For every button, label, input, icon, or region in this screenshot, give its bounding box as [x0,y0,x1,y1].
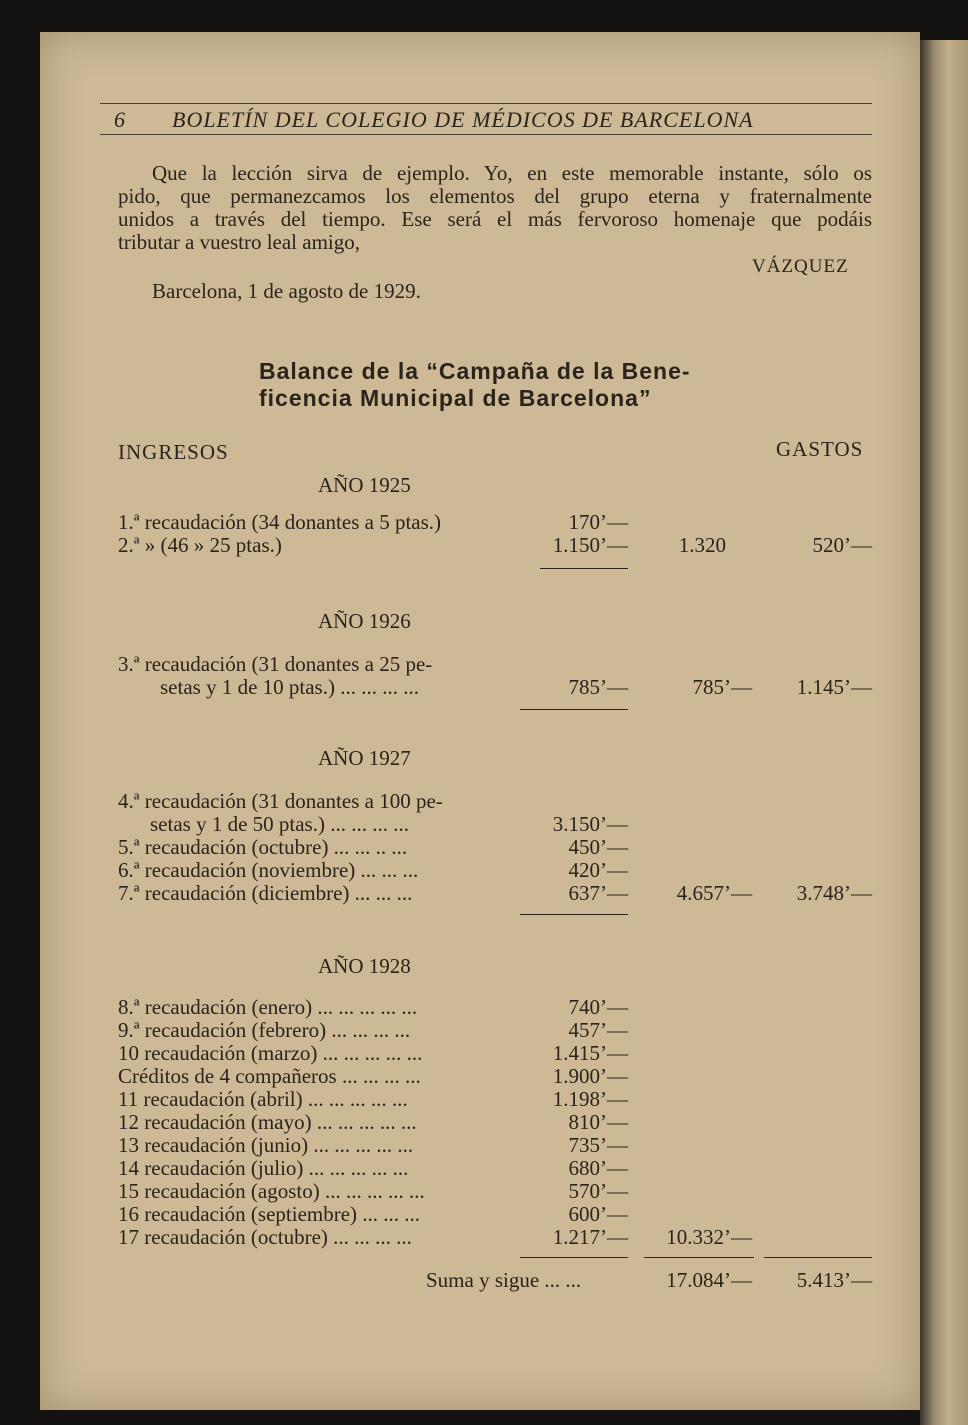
sum-rule [540,568,628,569]
row-amount: 600’— [568,1202,628,1226]
row-label: 6.ª recaudación (noviembre) ... ... ... [118,858,419,882]
row-gastos: 520’— [812,533,872,557]
letter-line: Que la lección sirva de ejemplo. Yo, en este memorable instante, sólo os [152,161,872,185]
row-label: setas y 1 de 10 ptas.) ... ... ... ... [160,675,419,699]
row-amount: 570’— [568,1179,628,1203]
row-amount: 1.217’— [552,1225,628,1249]
row-label: Créditos de 4 compañeros ... ... ... ... [118,1064,421,1088]
row-amount: 680’— [568,1156,628,1180]
total-label: Suma y sigue ... ... [426,1268,582,1292]
letter-line: tributar a vuestro leal amigo, [118,230,361,254]
row-label: 16 recaudación (septiembre) ... ... ... [118,1202,421,1226]
row-amount: 785’— [568,675,628,699]
row-amount: 637’— [568,881,628,905]
row-label: 3.ª recaudación (31 donantes a 25 pe- [118,652,433,676]
row-label: 7.ª recaudación (diciembre) ... ... ... [118,881,413,905]
row-amount: 810’— [568,1110,628,1134]
ingresos-label: INGRESOS [118,440,229,464]
row-label: 5.ª recaudación (octubre) ... ... .. ... [118,835,408,859]
row-label: 12 recaudación (mayo) ... ... ... ... ... [118,1110,417,1134]
total-ingresos: 17.084’— [666,1268,752,1292]
row-amount: 420’— [568,858,628,882]
row-amount: 1.150’— [552,533,628,557]
row-subtotal: 4.657’— [676,881,752,905]
row-label: 14 recaudación (julio) ... ... ... ... ... [118,1156,409,1180]
row-amount: 457’— [568,1018,628,1042]
signature: VÁZQUEZ [752,256,849,277]
sum-rule [644,1257,754,1258]
year-heading: AÑO 1926 [318,609,411,633]
sum-rule [520,1257,628,1258]
row-gastos: 3.748’— [796,881,872,905]
row-label: 15 recaudación (agosto) ... ... ... ... ... [118,1179,425,1203]
row-amount: 740’— [568,995,628,1019]
running-header: BOLETÍN DEL COLEGIO DE MÉDICOS DE BARCELONA [172,107,754,132]
row-gastos: 1.145’— [796,675,872,699]
row-label: 1.ª recaudación (34 donantes a 5 ptas.) [118,510,442,534]
row-label: 10 recaudación (marzo) ... ... ... ... ... [118,1041,423,1065]
row-amount: 3.150’— [552,812,628,836]
row-subtotal: 1.320 [678,533,726,557]
row-label: 2.ª » (46 » 25 ptas.) [118,533,282,557]
balance-title-line1: Balance de la “Campaña de la Bene- [259,358,691,384]
row-subtotal: 785’— [692,675,752,699]
year-heading: AÑO 1928 [318,954,411,978]
book-gutter [920,40,968,1425]
row-label: 13 recaudación (junio) ... ... ... ... ... [118,1133,414,1157]
gastos-label: GASTOS [776,437,864,461]
row-label: 9.ª recaudación (febrero) ... ... ... ... [118,1018,411,1042]
year-heading: AÑO 1927 [318,746,411,770]
row-amount: 735’— [568,1133,628,1157]
row-amount: 1.900’— [552,1064,628,1088]
header-top-rule [100,103,872,104]
row-label: 11 recaudación (abril) ... ... ... ... ... [118,1087,408,1111]
row-label: 4.ª recaudación (31 donantes a 100 pe- [118,789,443,813]
page-number: 6 [114,107,126,132]
row-amount: 450’— [568,835,628,859]
sum-rule [764,1257,872,1258]
sum-rule [520,914,628,915]
row-label: setas y 1 de 50 ptas.) ... ... ... ... [150,812,409,836]
place-date: Barcelona, 1 de agosto de 1929. [152,279,421,303]
letter-line: unidos a través del tiempo. Ese será el más fervoroso homenaje que podáis [118,207,872,231]
header-bottom-rule [100,134,872,135]
row-subtotal: 10.332’— [666,1225,752,1249]
row-amount: 1.198’— [552,1087,628,1111]
row-label: 8.ª recaudación (enero) ... ... ... ... ... [118,995,418,1019]
sum-rule [520,709,628,710]
row-label: 17 recaudación (octubre) ... ... ... ... [118,1225,412,1249]
year-heading: AÑO 1925 [318,473,411,497]
total-gastos: 5.413’— [796,1268,872,1292]
balance-title-line2: ficencia Municipal de Barcelona” [259,385,652,411]
letter-line: pido, que permanezcamos los elementos del grupo eterna y fraternalmente [118,184,872,208]
row-amount: 170’— [568,510,628,534]
row-amount: 1.415’— [552,1041,628,1065]
